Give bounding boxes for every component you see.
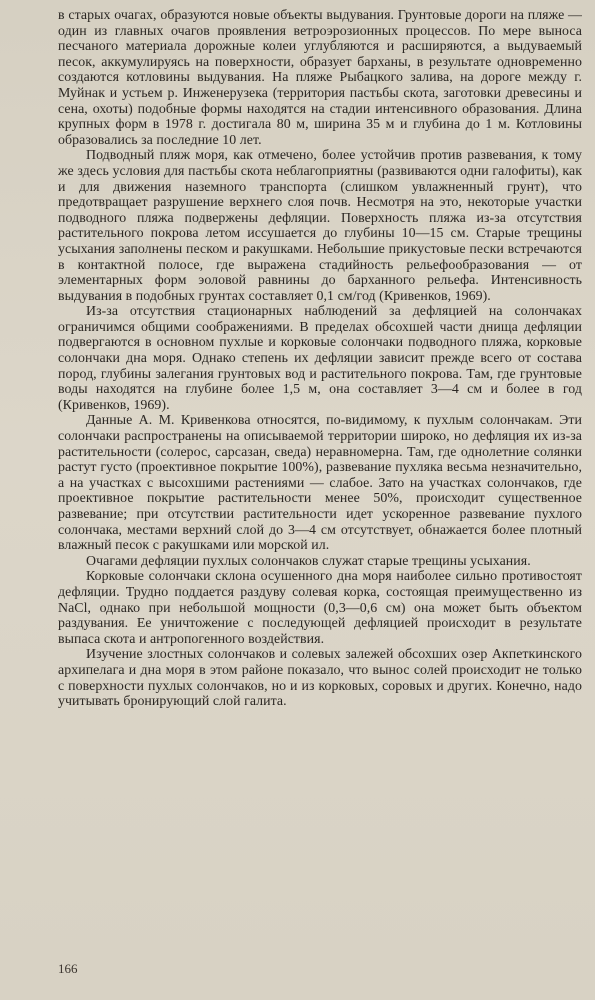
paragraph: Очагами дефляции пухлых солончаков служат старые трещины усыхания. xyxy=(86,553,531,569)
paragraph: Из-за отсутствия стационарных наблюдений за дефляцией на солончаках ограничимся общими соображениями. В пределах обсохшей части днища дефляции подвергаются в основном пухлые и корковые солончаки подводного пляжа, корковые солончаки дна моря. Однако степень их дефляции зависит прежде всего от состава пород, глубины залегания грунтовых вод и растительного покрова. Там, где грунтовые воды находятся на глубине более 1,5 м, она составляет 3—4 см и более в год (Кривенков, 1969). xyxy=(58,304,582,413)
paragraph: Данные А. М. Кривенкова относятся, по-видимому, к пухлым солончакам. Эти солончаки распространены на описываемой территории широко, но дефляция их из-за растительности (солерос, сарсазан, сведа) неравномерна. Там, где однолетние солянки растут густо (проективное покрытие 100%), развевание пухляка весьма незначительно, а на участках с высохшими растениями — слабое. Зато на участках солончаков, где проективное покрытие растительности менее 50%, происходит существенное развевание; при отсутствии растительности идет ускоренное развевание пухлого солончака, местами верхний слой до 3—4 см отсутствует, обнажается более плотный влажный песок с ракушками или морской ил. xyxy=(58,413,582,554)
paragraph: Корковые солончаки склона осушенного дна моря наиболее сильно противостоят дефляции. Трудно поддается раздуву солевая корка, состоящая преимущественно из NaCl, однако при небольшой мощности (0,3—0,6 см) она может быть объектом раздувания. Ее уничтожение с последующей дефляцией происходит в результате выпаса скота и антропогенного воздействия. xyxy=(58,569,582,647)
paragraph: Изучение злостных солончаков и солевых залежей обсохших озер Акпеткинского архипелага и дна моря в этом районе показало, что вынос солей происходит не только с поверхности пухлых солончаков, но и из корковых, соровых и других. Конечно, надо учитывать бронирующий слой галита. xyxy=(58,647,582,710)
body-text xyxy=(58,8,582,710)
paragraph: Подводный пляж моря, как отмечено, более устойчив против развевания, к тому же здесь условия для пастьбы скота неблагоприятны (развиваются одни галофиты), как и для движения наземного транспорта (слишком увлажненный грунт), что предотвращает разрушение верхнего слоя почв. Несмотря на это, некоторые участки подводного пляжа подвержены дефляции. Поверхность пляжа из-за отсутствия растительного покрова летом иссушается до глубины 10—15 см. Старые трещины усыхания заполнены песком и ракушками. Небольшие прикустовые пески встречаются в контактной полосе, где выражена стадийность рельефообразования — от элементарных форм эоловой равнины до барханного рельефа. Интенсивность выдувания в подобных грунтах составляет 0,1 см/год (Кривенков, 1969). xyxy=(58,148,582,304)
page-number: 166 xyxy=(58,961,78,976)
paragraph: в старых очагах, образуются новые объекты выдувания. Грунтовые дороги на пляже — один из главных очагов проявления ветроэрозионных процессов. По мере выноса песчаного материала дорожные колеи углубляются и расширяются, а выдуваемый песок, аккумулируясь на поверхности, образует барханы, в результате одновременно создаются котловины выдувания. На пляже Рыбацкого залива, на дороге между г. Муйнак и устьем р. Инженерузека (территория пастьбы скота, заготовки древесины и сена, охоты) подобные формы находятся на стадии интенсивного образования. Длина крупных форм в 1978 г. достигала 80 м, ширина 35 м и глубина до 1 м. Котловины образовались за последние 10 лет. xyxy=(58,8,582,148)
